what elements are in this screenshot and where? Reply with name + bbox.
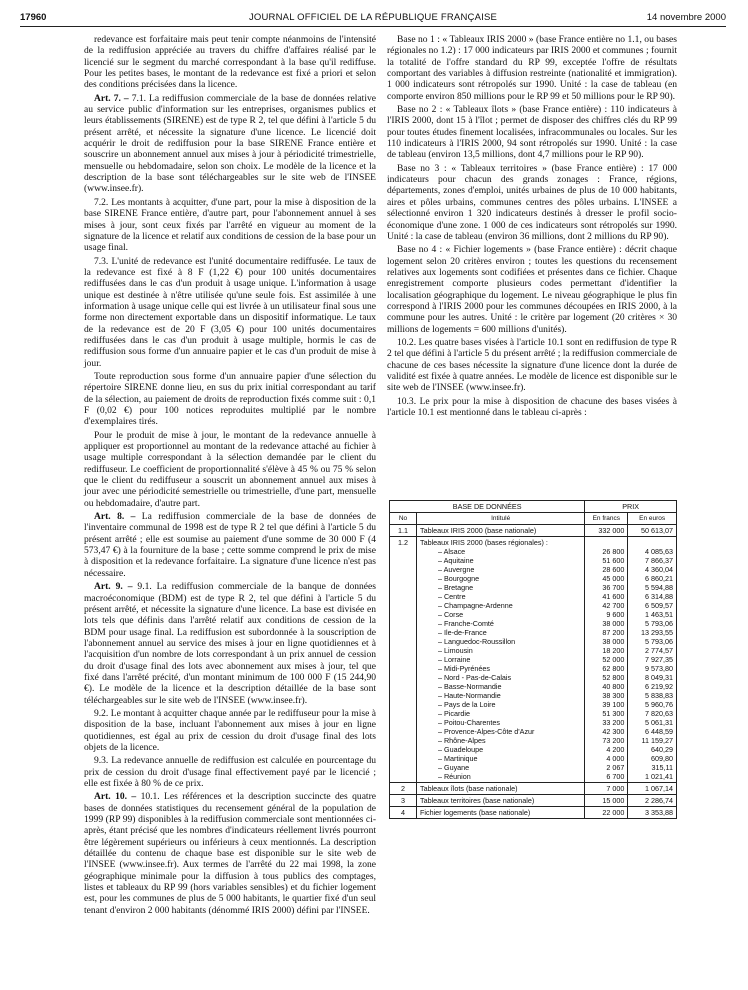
- region-name: – Haute-Normandie: [438, 691, 501, 700]
- region-price-euros: 5 793,06: [645, 637, 673, 646]
- table-row: 3 Tableaux territoires (base nationale) 15 000 2 286,74: [390, 795, 677, 807]
- region-name: – Alsace: [438, 547, 466, 556]
- price-table: [389, 500, 677, 819]
- region-name: – Auvergne: [438, 565, 475, 574]
- region-price-francs: 36 700: [602, 583, 625, 592]
- region-price-euros: 6 219,92: [645, 682, 673, 691]
- region-price-euros: 9 573,80: [645, 664, 673, 673]
- region-price-francs: 33 200: [602, 718, 625, 727]
- paragraph-10-2: 10.2. Les quatre bases visées à l'article 10.1 sont en rediffusion de type R 2 tel que défini à l'article 5 du présent arrêté ; la rediffusion commerciale de chacune de ces bases nécessite la signature d'une licence dont la durée de validité est fixée à quatre années. Le modèle de licence est disponible sur le site web de l'INSEE (www.insee.fr).: [387, 336, 677, 394]
- region-price-francs: 38 000: [602, 619, 625, 628]
- region-name: – Guadeloupe: [438, 745, 484, 754]
- region-price-francs: 18 200: [602, 646, 625, 655]
- table-row: 2 Tableaux îlots (base nationale) 7 000 1 067,14: [390, 783, 677, 795]
- table-row: 1.2 Tableaux IRIS 2000 (bases régionales) : – Alsace – Aquitaine – Auvergne – Bourgogne – Bretagne – Centre – Champagne-Ardenne – Corse – Franche-Comté – Ile-de-France – Languedoc-Roussillon – Limousin – Lorraine – Midi-Pyrénées – Nord - Pas-de-Calais – Basse-Normandie – Haute-Normandie – Pays de la Loire – Picardie – Poitou-Charentes – Provence-Alpes-Côte d'Azur – Rhône-Alpes – Guadeloupe – Martinique – Guyane – Réunion 26 800 51 600 28 600 45 000 36 700 41 600 42 700 9 600 38 000 87 200 38 000 18 200 52 000 62 800 52 800 40 800 38 300 39 100 51 300 33 200 42 300 73 200 4 200 4 000 2 067 6 700 4 085,63 7 866,37 4 360,04 6 860,21 5 594,88 6 314,88 6 509,57 1 463,51 5 793,06 13 293,55 5 793,06 2 774,57 7 927,35 9 573,80 8 049,31 6 219,92 5 838,83 5 960,76 7 820,63 5 061,31 6 448,59 11 159,27 640,29 609,80 315,11 1 021,41: [390, 537, 677, 783]
- region-price-francs: 45 000: [602, 574, 625, 583]
- paragraph-art-7: Art. 7. – 7.1. La rediffusion commerciale de la base de données relative au service public d'information sur les entreprises, organismes publics et leurs établissements (SIRENE) est de type R 2, tel que défini à l'article 5 du présent arrêté, et nécessite la signature d'une licence. Le licencié doit acquérir le droit de rediffusion pour la base SIRENE France entière et souscrire un abonnement annuel aux mises à jour à périodicité trimestrielle, mensuelle ou hebdomadaire, selon son choix. Le modèle de la licence et la description de la base sont téléchargeables sur le site web de l'INSEE (www.insee.fr).: [84, 92, 376, 195]
- region-price-francs: 87 200: [602, 628, 625, 637]
- region-name: – Picardie: [438, 709, 470, 718]
- table-row: 1.1 Tableaux IRIS 2000 (base nationale) 332 000 50 613,07: [390, 525, 677, 537]
- region-name: – Guyane: [438, 763, 470, 772]
- col-header-no: No: [390, 513, 417, 525]
- journal-title: JOURNAL OFFICIEL DE LA RÉPUBLIQUE FRANÇAISE: [248, 12, 498, 23]
- table-header-prix: PRIX: [585, 501, 677, 513]
- paragraph: Toute reproduction sous forme d'un annuaire papier d'une sélection du répertoire SIRENE donne lieu, en sus du prix initial correspondant au tarif de la sélection, au paiement de droits de reproduction fixés comme suit : 0,1 F (0,02 €) pour 100 notices reproduites multiplié par le nombre d'exemplaires tirés.: [84, 370, 376, 428]
- region-price-euros: 13 293,55: [641, 628, 673, 637]
- header-rule: [20, 26, 726, 27]
- article-heading: Art. 7. –: [94, 92, 129, 104]
- region-price-euros: 6 860,21: [645, 574, 673, 583]
- region-name: – Aquitaine: [438, 556, 474, 565]
- region-name: – Lorraine: [438, 655, 471, 664]
- region-price-francs: 4 000: [606, 754, 625, 763]
- left-column: [84, 34, 376, 918]
- region-price-francs: 42 700: [602, 601, 625, 610]
- paragraph-art-8: Art. 8. – La rediffusion commerciale de la base de données de l'inventaire communal de 1998 est de type R 2 tel que défini à l'article 5 du présent arrêté ; elle est soumise au paiement d'une somme de 30 000 F (4 573,47 €) à la fourniture de la base ; cette somme comprend le prix de mise à disposition et la redevance forfaitaire. La signature d'une licence n'est pas nécessaire.: [84, 511, 376, 579]
- region-price-francs: 41 600: [602, 592, 625, 601]
- right-column: [387, 34, 677, 420]
- region-name: – Languedoc-Roussillon: [438, 637, 516, 646]
- region-name: – Réunion: [438, 772, 471, 781]
- region-name: – Pays de la Loire: [438, 700, 496, 709]
- region-price-euros: 7 820,63: [645, 709, 673, 718]
- col-header-intitule: Intitulé: [417, 513, 585, 525]
- region-price-euros: 1 463,51: [645, 610, 673, 619]
- paragraph-art-9: Art. 9. – 9.1. La rediffusion commerciale de la banque de données macroéconomique (BDM) est de type R 2, tel que défini à l'article 5 du présent arrêté, et nécessite la signature d'une licence. La base est divisée en lots tels que définis dans l'arrêté relatif aux conditions de cession de la BDM pour usage final. La rediffusion est subordonnée à la souscription de l'abonnement annuel au service des mises à jour en ligne quotidiennes et à l'acquisition d'un nombre de lots correspondant à un prix annuel de cession du droit d'usage final des lots avec abonnement aux mises à jour, tel que fixé dans l'arrêté précité, d'un montant minimum de 100 000 F (15 244,90 €). Le modèle de la licence et la description détaillée de la base sont téléchargeables sur le site web de l'INSEE (www.insee.fr).: [84, 581, 376, 706]
- article-heading: Art. 9. –: [94, 581, 133, 593]
- region-price-francs: 73 200: [602, 736, 625, 745]
- regional-heading: Tableaux IRIS 2000 (bases régionales) :: [420, 538, 548, 547]
- table-header-base: BASE DE DONNÉES: [390, 501, 585, 513]
- region-price-euros: 5 838,83: [645, 691, 673, 700]
- region-name: – Bretagne: [438, 583, 474, 592]
- region-name: – Martinique: [438, 754, 478, 763]
- paragraph-art-10: Art. 10. – 10.1. Les références et la description succincte des quatre bases de données statistiques du recensement général de la population de 1999 (RP 99) disponibles à la rediffusion commerciale sont mentionnées ci-après, étant précisé que les nombres d'indicateurs réellement livrés pourront être légèrement supérieurs ou inférieurs à ceux mentionnés. La description détaillée du contenu de chaque base est disponible sur le site web de l'INSEE (www.insee.fr). Aux termes de l'arrêté du 22 mai 1998, la zone géographique minimale pour la diffusion à tous publics des comptages, listes et tableaux du RP 99 (hors variables sensibles) et du fichier logement est, pour les communes de plus de 5 000 habitants, le quartier fixé d'un seul tenant d'environ 2 000 habitants (dénommé IRIS 2000) défini par l'INSEE.: [84, 791, 376, 916]
- region-price-francs: 52 800: [602, 673, 625, 682]
- region-name: – Ile-de-France: [438, 628, 487, 637]
- region-price-euros: 11 159,27: [641, 736, 673, 745]
- region-price-euros: 5 061,31: [645, 718, 673, 727]
- region-name: – Franche-Comté: [438, 619, 494, 628]
- region-price-francs: 42 300: [602, 727, 625, 736]
- page-header: [20, 8, 726, 26]
- region-price-francs: 38 300: [602, 691, 625, 700]
- region-price-euros: 4 085,63: [645, 547, 673, 556]
- col-header-francs: En francs: [585, 513, 628, 525]
- region-name-list: [420, 547, 581, 781]
- paragraph-base-3: Base no 3 : « Tableaux territoires » (base France entière) : 17 000 indicateurs pour chacun des grands zonages : France, régions, départements, zones d'emploi, unités urbaines de plus de 10 000 habitants, aires et pôles urbains, communes centres des pôles urbains. L'INSEE a sélectionné environ 1 320 indicateurs destinés à dresser le profil socio-économique d'une zone. 1 000 de ces indicateurs sont rétropolés sur 1990. Unité : la case de tableau (environ 36 millions, dont 2 millions du RP 90).: [387, 162, 677, 242]
- paragraph-10-3: 10.3. Le prix pour la mise à disposition de chacune des bases visées à l'article 10.1 est mentionné dans le tableau ci-après :: [387, 395, 677, 418]
- region-price-euros: 1 021,41: [645, 772, 673, 781]
- region-price-francs: 52 000: [602, 655, 625, 664]
- region-name: – Rhône-Alpes: [438, 736, 486, 745]
- region-price-euros: 5 594,88: [645, 583, 673, 592]
- paragraph: 7.3. L'unité de redevance est l'unité documentaire rediffusée. Le taux de la redevance est fixé à 8 F (1,22 €) pour 100 unités documentaires rediffusées dans le cas d'un produit à usage unique. L'information à usage unique est destinée à n'être utilisée qu'une seule fois. Est assimilée à une information à usage unique celle qui est livrée à un utilisateur final sous une forme non directement exportable dans un dispositif informatique. Le taux de la redevance est de 20 F (3,05 €) pour 100 unités documentaires rediffusées dans le cas d'un produit à usage multiple, hormis le cas de rediffusion sous forme d'un annuaire papier et le cas d'un produit de mise à jour.: [84, 255, 376, 369]
- region-name: – Nord - Pas-de-Calais: [438, 673, 512, 682]
- region-price-euros: 6 509,57: [645, 601, 673, 610]
- paragraph: redevance est forfaitaire mais peut tenir compte néanmoins de l'intensité de la rediffusion appréciée au travers du chiffre d'affaires réalisé par le licencié sur le segment du marché correspondant à la base qu'il rediffuse. Pour les petites bases, le montant de la redevance est fixé a priori et selon des conditions précisées dans la licence.: [84, 34, 376, 91]
- region-price-euros: 5 960,76: [645, 700, 673, 709]
- region-price-francs: 26 800: [602, 547, 625, 556]
- region-price-euros: 609,80: [651, 754, 673, 763]
- region-price-francs: 28 600: [602, 565, 625, 574]
- article-heading: Art. 10. –: [94, 791, 137, 803]
- region-price-euros: 8 049,31: [645, 673, 673, 682]
- region-price-francs: 51 300: [602, 709, 625, 718]
- region-price-euros: 315,11: [651, 763, 673, 772]
- region-name: – Bourgogne: [438, 574, 480, 583]
- col-header-euros: En euros: [628, 513, 677, 525]
- region-price-francs: 39 100: [602, 700, 625, 709]
- paragraph-base-4: Base no 4 : « Fichier logements » (base France entière) : décrit chaque logement selon 20 critères environ ; toutes les questions du recensement relatives aux logements sont codifiées et présentes dans ce fichier. Chaque enregistrement comporte plusieurs codes permettant d'identifier la localisation géographique du logement. Le niveau géographique le plus fin correspond à l'IRIS 2000 pour les communes découpées en IRIS 2000, à la commune pour les autres. Unité : le critère par logement (20 critères × 30 millions de logements = 600 millions d'unités).: [387, 244, 677, 335]
- region-name: – Limousin: [438, 646, 473, 655]
- region-price-francs: 40 800: [602, 682, 625, 691]
- region-price-euros: 4 360,04: [645, 565, 673, 574]
- region-euros-list: [631, 547, 673, 781]
- paragraph-base-1: Base no 1 : « Tableaux IRIS 2000 » (base France entière no 1.1, ou bases régionales no 1.2) : 17 000 indicateurs par IRIS 2000 et communes ; fournit la totalité de l'offre standard du RP 99, exceptée l'offre de résultats comportant des variables à diffusion restreinte (nationalité et immigration). 1 000 indicateurs sont rétropolés sur 1990. Unité : la case de tableau (en comporte environ 850 millions pour le RP 99 et 50 millions pour le RP 90).: [387, 34, 677, 102]
- region-name: – Poitou-Charentes: [438, 718, 500, 727]
- region-price-francs: 38 000: [602, 637, 625, 646]
- issue-date: 14 novembre 2000: [646, 12, 726, 23]
- region-price-euros: 640,29: [651, 745, 673, 754]
- region-name: – Centre: [438, 592, 466, 601]
- paragraph-base-2: Base no 2 : « Tableaux îlots » (base France entière) : 110 indicateurs à l'IRIS 2000, dont 15 à l'îlot ; permet de disposer des chiffres clés du RP 99 pour toutes études finement localisées, infracommunales ou locales. Sur les 110 indicateurs à l'IRIS 2000, 94 sont rétropolés sur 1990. Unité : la case de tableau (environ 13,5 millions, dont 4,7 millions pour le RP 90).: [387, 104, 677, 161]
- region-name: – Provence-Alpes-Côte d'Azur: [438, 727, 535, 736]
- region-name: – Champagne-Ardenne: [438, 601, 513, 610]
- region-price-euros: 6 314,88: [645, 592, 673, 601]
- region-name: – Corse: [438, 610, 464, 619]
- region-price-francs: 51 600: [602, 556, 625, 565]
- table-row: 4 Fichier logements (base nationale) 22 000 3 353,88: [390, 807, 677, 819]
- region-price-euros: 7 927,35: [645, 655, 673, 664]
- region-price-euros: 7 866,37: [645, 556, 673, 565]
- region-price-francs: 2 067: [606, 763, 625, 772]
- paragraph: 9.2. Le montant à acquitter chaque année par le rediffuseur pour la mise à disposition de la base, incluant l'abonnement aux mises à jour en ligne quotidiennes, est égal au prix de cession du droit d'usage final des lots objets de la licence.: [84, 707, 376, 753]
- article-heading: Art. 8. –: [94, 511, 136, 523]
- region-price-francs: 9 600: [606, 610, 625, 619]
- region-price-francs: 6 700: [606, 772, 625, 781]
- region-price-euros: 6 448,59: [645, 727, 673, 736]
- paragraph: 7.2. Les montants à acquitter, d'une part, pour la mise à disposition de la base SIRENE France entière, d'autre part, pour l'abonnement annuel à ses mises à jour, sont ceux fixés par l'arrêté en vigueur au moment de la signature de la licence et relatif aux conditions de cession de la base pour un usage final.: [84, 196, 376, 254]
- region-francs-list: [588, 547, 624, 781]
- region-price-euros: 2 774,57: [645, 646, 673, 655]
- region-price-francs: 62 800: [602, 664, 625, 673]
- region-price-francs: 4 200: [606, 745, 625, 754]
- page-number: 17960: [20, 12, 47, 23]
- region-name: – Basse-Normandie: [438, 682, 502, 691]
- paragraph: Pour le produit de mise à jour, le montant de la redevance annuelle à appliquer est proportionnel au montant de la redevance attaché au fichier à usage multiple correspondant à la sélection demandée par le client du rediffuseur. Le coefficient de proportionnalité s'élève à 45 % ou 75 % selon que le client du rediffuseur a souscrit un abonnement annuel aux mises à jour avec une périodicité semestrielle ou trimestrielle, d'une part, mensuelle ou hebdomadaire, d'autre part.: [84, 429, 376, 509]
- region-name: – Midi-Pyrénées: [438, 664, 490, 673]
- paragraph: 9.3. La redevance annuelle de rediffusion est calculée en pourcentage du prix de cession du droit d'usage final effectivement payé par le licencié ; elle est fixée à 80 % de ce prix.: [84, 755, 376, 789]
- region-price-euros: 5 793,06: [645, 619, 673, 628]
